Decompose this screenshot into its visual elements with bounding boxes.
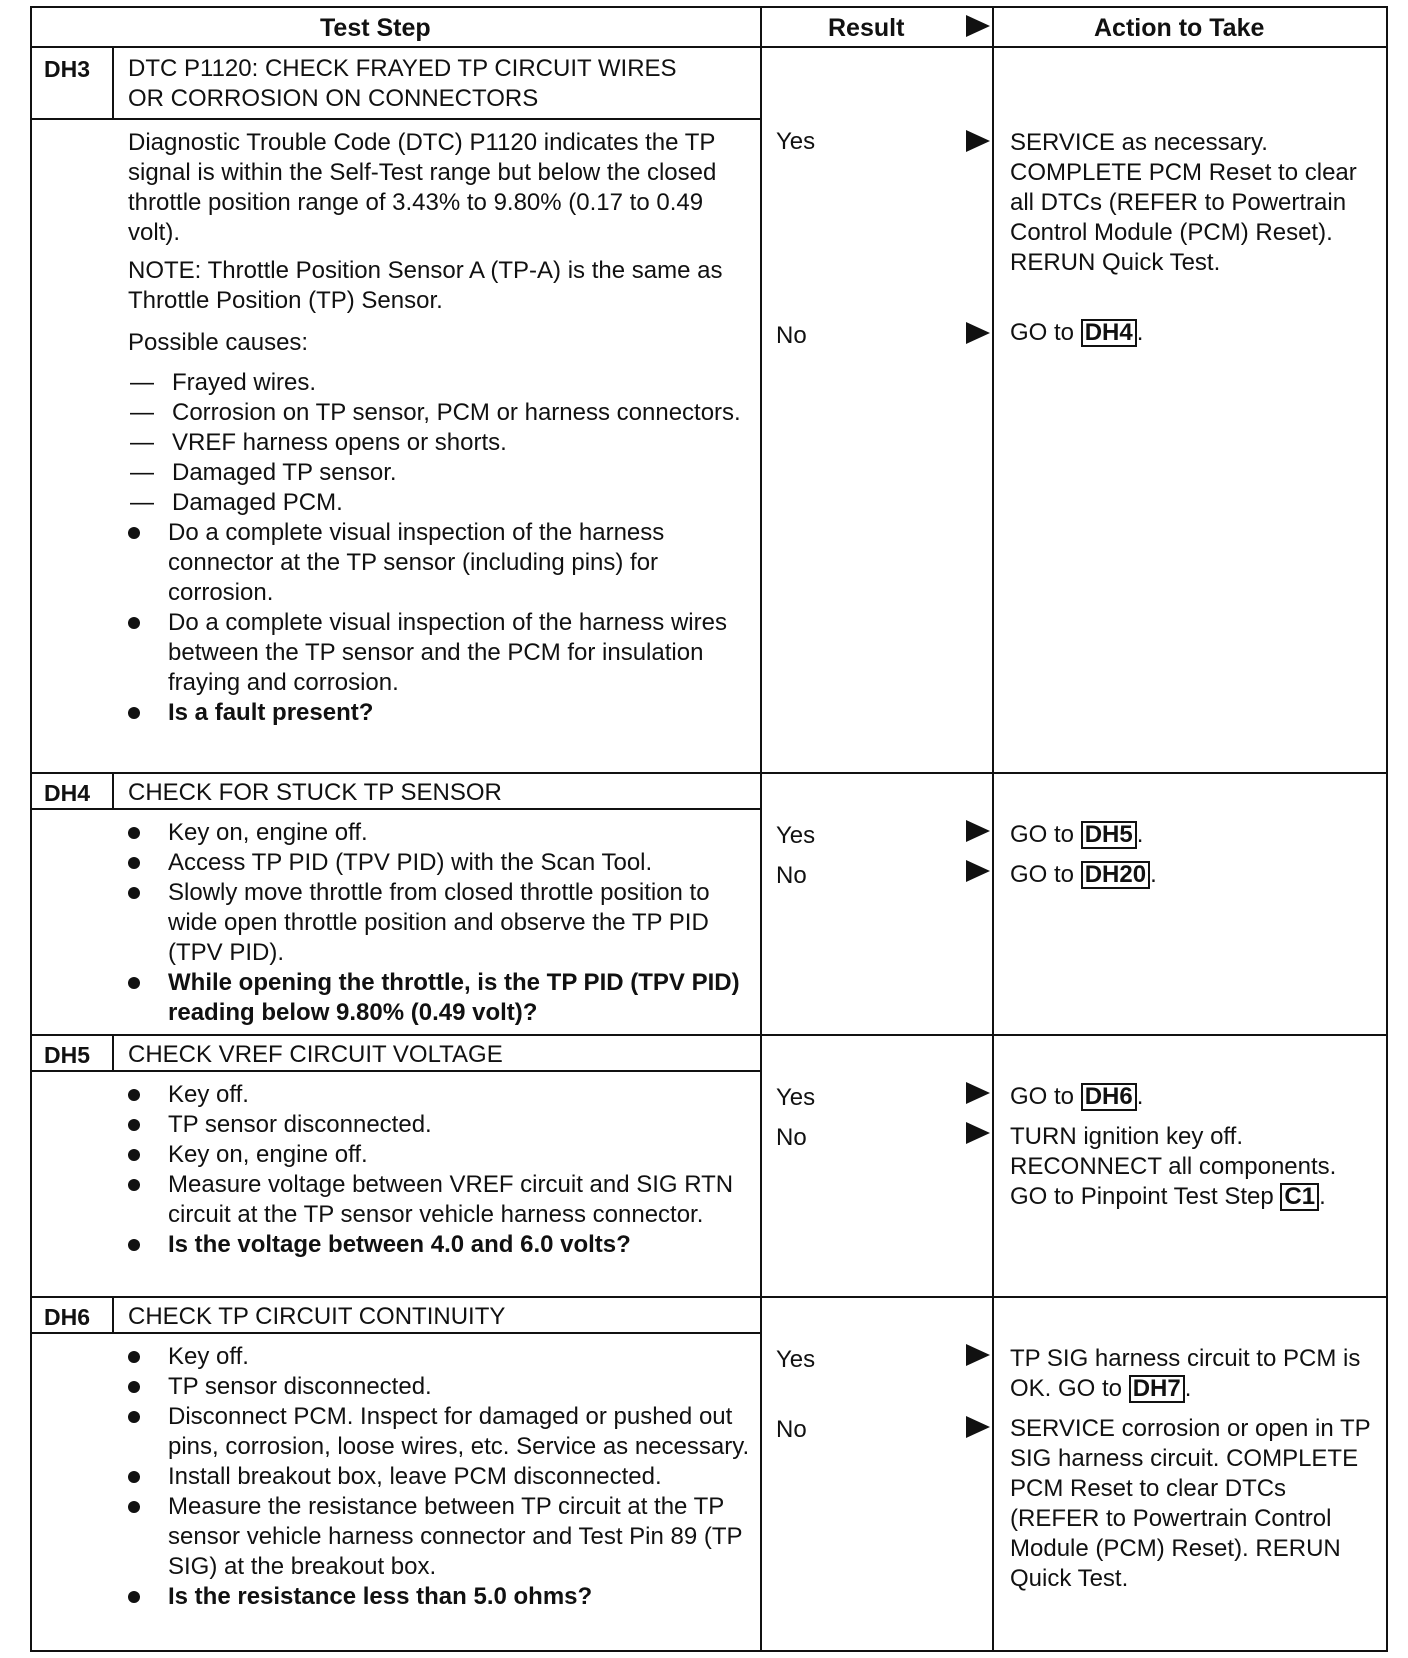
bullet-item: Slowly move throttle from closed throttle position to wide open throttle position and observe the TP PID (TPV PID). [128, 878, 758, 968]
bullet-item: Disconnect PCM. Inspect for damaged or pushed out pins, corrosion, loose wires, etc. Service as necessary. [128, 1402, 758, 1462]
step-question: Is the resistance less than 5.0 ohms? [128, 1582, 758, 1612]
result-no-dh3: No [776, 322, 807, 349]
result-yes-dh5: Yes [776, 1084, 816, 1111]
result-no-dh4: No [776, 862, 807, 889]
action-yes-dh6 [1010, 1344, 1375, 1404]
action-text: TURN ignition key off. RECONNECT all components. GO to Pinpoint Test Step [1010, 1123, 1337, 1210]
cause-item: — Corrosion on TP sensor, PCM or harness connectors. [128, 398, 758, 428]
dh6-top-border [30, 1296, 1386, 1298]
dh4-code-divider [112, 772, 114, 810]
dh3-code-divider [112, 46, 114, 120]
action-suffix: . [1184, 1375, 1192, 1402]
bullet-item: Key off. [128, 1080, 758, 1110]
action-text: GO to [1010, 821, 1075, 848]
header-bottom-border [30, 46, 1386, 48]
cause-item: — VREF harness opens or shorts. [128, 428, 758, 458]
action-suffix: . [1136, 1083, 1144, 1110]
bullet-item: TP sensor disconnected. [128, 1110, 758, 1140]
causes-label: Possible causes: [128, 329, 309, 356]
table-bottom-border [30, 1650, 1388, 1652]
step-ref-link[interactable]: C1 [1280, 1183, 1319, 1211]
arrow-icon [966, 322, 990, 344]
action-text: TP SIG harness circuit to PCM is OK. GO to [1010, 1345, 1361, 1402]
dh6-code-divider [112, 1296, 114, 1334]
action-suffix: . [1150, 861, 1157, 888]
header-result: Result [828, 14, 905, 42]
table-left-border [30, 6, 32, 1650]
action-no-dh4 [1010, 860, 1375, 890]
bullet-item: Measure the resistance between TP circuit at the TP sensor vehicle harness connector and Test Pin 89 (TP SIG) at the breakout box. [128, 1492, 758, 1582]
dh6-title-bottom [30, 1332, 760, 1334]
bullet-item: Key off. [128, 1342, 758, 1372]
bullet-item: Key on, engine off. [128, 1140, 758, 1170]
arrow-icon [966, 1122, 990, 1144]
result-yes-dh4: Yes [776, 822, 816, 849]
step-ref-link[interactable]: DH7 [1129, 1375, 1185, 1403]
step-body-dh6 [128, 1342, 758, 1612]
bullet-item: Access TP PID (TPV PID) with the Scan Tool. [128, 848, 758, 878]
cause-item: — Damaged TP sensor. [128, 458, 758, 488]
bullet-item: TP sensor disconnected. [128, 1372, 758, 1402]
arrow-icon [966, 130, 990, 152]
step-code-dh3: DH3 [44, 56, 91, 82]
step-ref-link[interactable]: DH4 [1081, 319, 1137, 347]
step-code-dh5: DH5 [44, 1042, 91, 1068]
step-question: While opening the throttle, is the TP PID (TPV PID) reading below 9.80% (0.49 volt)? [128, 968, 758, 1028]
result-no-dh6: No [776, 1416, 807, 1443]
step-body-dh5 [128, 1080, 758, 1260]
action-no-dh6: SERVICE corrosion or open in TP SIG harness circuit. COMPLETE PCM Reset to clear DTCs (REFER to Powertrain Control Module (PCM) Reset). RERUN Quick Test. [1010, 1415, 1371, 1592]
step-ref-link[interactable]: DH5 [1081, 821, 1137, 849]
action-text: GO to [1010, 319, 1075, 346]
action-no-dh3 [1010, 318, 1375, 348]
table-top-border [30, 6, 1386, 8]
action-yes-dh3: SERVICE as necessary. COMPLETE PCM Reset to clear all DTCs (REFER to Powertrain Control Module (PCM) Reset). RERUN Quick Test. [1010, 129, 1357, 276]
arrow-icon [966, 1082, 990, 1104]
step-title-dh3 [128, 54, 677, 114]
bullet-item: Install breakout box, leave PCM disconnected. [128, 1462, 758, 1492]
step-ref-link[interactable]: DH6 [1081, 1083, 1137, 1111]
step-code-dh4: DH4 [44, 780, 91, 806]
arrow-icon [966, 1344, 990, 1366]
result-column-divider [760, 6, 762, 1650]
bullet-item: Do a complete visual inspection of the harness wires between the TP sensor and the PCM for insulation fraying and corrosion. [128, 608, 758, 698]
step-body-dh3 [128, 128, 758, 728]
result-yes-dh6: Yes [776, 1346, 816, 1373]
cause-item: — Damaged PCM. [128, 488, 758, 518]
dh3-title-bottom [30, 118, 760, 120]
bullet-item: Do a complete visual inspection of the harness connector at the TP sensor (including pins) for corrosion. [128, 518, 758, 608]
action-yes-dh4 [1010, 820, 1375, 850]
result-yes-dh3: Yes [776, 128, 816, 155]
dh5-title-bottom [30, 1070, 760, 1072]
arrow-icon [966, 820, 990, 842]
dh5-code-divider [112, 1034, 114, 1072]
header-arrow-icon [966, 15, 990, 37]
step-ref-link[interactable]: DH20 [1081, 861, 1150, 889]
step-title-dh5: CHECK VREF CIRCUIT VOLTAGE [128, 1041, 503, 1068]
action-no-dh5 [1010, 1122, 1375, 1212]
step-code-dh6: DH6 [44, 1304, 91, 1330]
header-test-step: Test Step [320, 14, 431, 42]
title-line: OR CORROSION ON CONNECTORS [128, 85, 539, 112]
step-question: Is a fault present? [128, 698, 758, 728]
result-no-dh5: No [776, 1124, 807, 1151]
step-body-dh4 [128, 818, 758, 1028]
table-right-border [1386, 6, 1388, 1650]
action-yes-dh5 [1010, 1082, 1375, 1112]
bullet-item: Key on, engine off. [128, 818, 758, 848]
action-suffix: . [1136, 319, 1144, 346]
arrow-icon [966, 860, 990, 882]
title-line: DTC P1120: CHECK FRAYED TP CIRCUIT WIRES [128, 55, 677, 82]
cause-item: — Frayed wires. [128, 368, 758, 398]
dh5-top-border [30, 1034, 1386, 1036]
action-column-divider [992, 6, 994, 1650]
dh4-title-bottom [30, 808, 760, 810]
body-paragraph: Diagnostic Trouble Code (DTC) P1120 indicates the TP signal is within the Self-Test range but below the closed throttle position range of 3.43% to 9.80% (0.17 to 0.49 volt). [128, 129, 717, 246]
action-suffix: . [1319, 1183, 1326, 1210]
header-action: Action to Take [1094, 14, 1265, 42]
step-title-dh4: CHECK FOR STUCK TP SENSOR [128, 779, 502, 806]
action-text: GO to [1010, 861, 1075, 888]
action-text: GO to [1010, 1083, 1075, 1110]
step-title-dh6: CHECK TP CIRCUIT CONTINUITY [128, 1303, 506, 1330]
bullet-item: Measure voltage between VREF circuit and SIG RTN circuit at the TP sensor vehicle harness connector. [128, 1170, 758, 1230]
body-note: NOTE: Throttle Position Sensor A (TP-A) is the same as Throttle Position (TP) Sensor. [128, 257, 723, 314]
arrow-icon [966, 1416, 990, 1438]
step-question: Is the voltage between 4.0 and 6.0 volts? [128, 1230, 758, 1260]
dh4-top-border [30, 772, 1386, 774]
action-suffix: . [1136, 821, 1144, 848]
